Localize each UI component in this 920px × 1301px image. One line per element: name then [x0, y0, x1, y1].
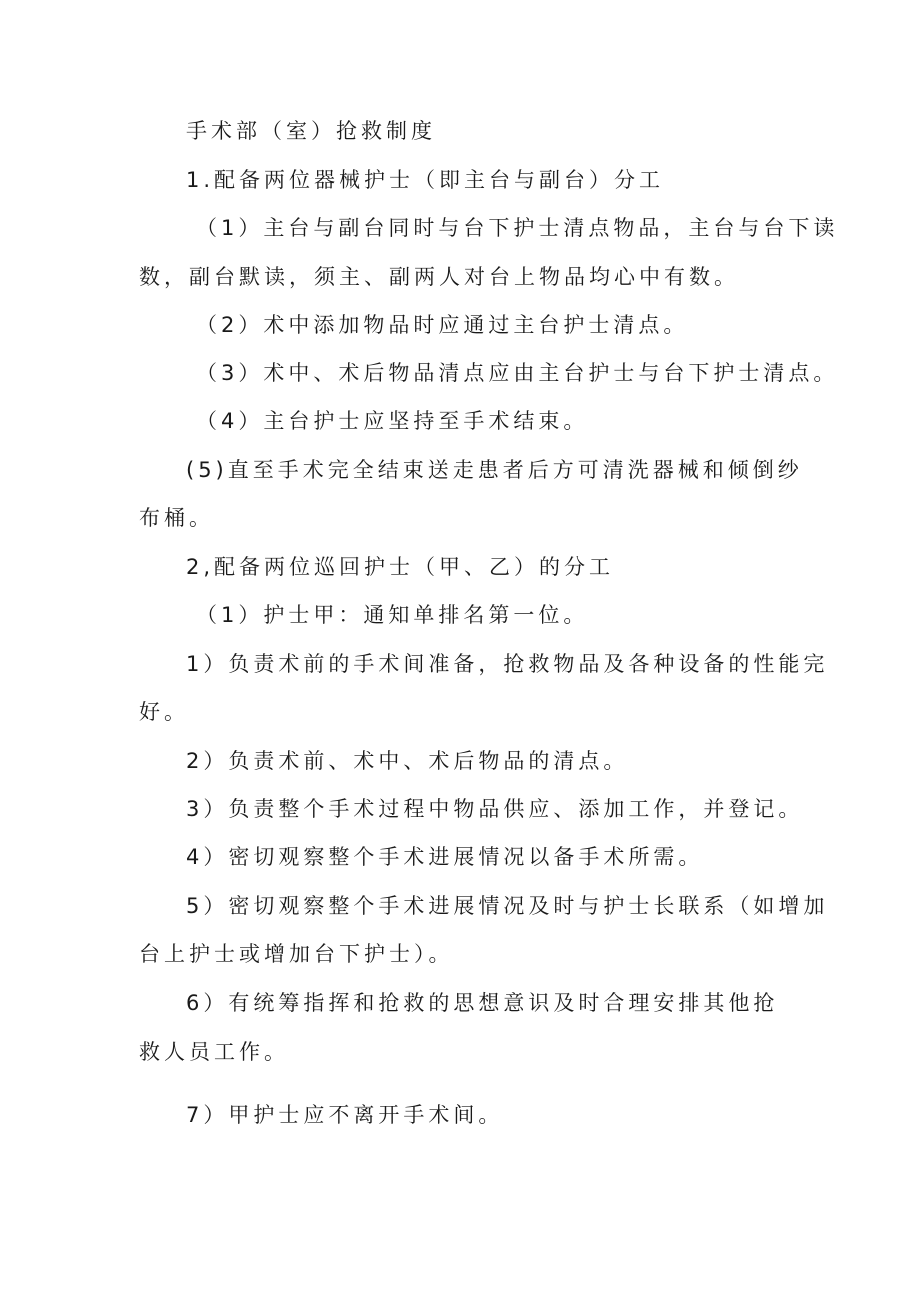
- paragraph-line: 1）负责术前的手术间准备，抢救物品及各种设备的性能完: [186, 652, 829, 676]
- paragraph-line: 台上护士或增加台下护士）。: [139, 942, 454, 966]
- paragraph-line: （3）术中、术后物品清点应由主台护士与台下护士清点。: [196, 361, 839, 385]
- paragraph-line: 7）甲护士应不离开手术间。: [186, 1103, 504, 1127]
- paragraph-line: (5)直至手术完全结束送走患者后方可清洗器械和倾倒纱: [186, 458, 803, 482]
- paragraph-line: 3）负责整个手术过程中物品供应、添加工作，并登记。: [186, 797, 804, 821]
- paragraph-line: （1）护士甲：通知单排名第一位。: [196, 603, 589, 627]
- paragraph-line: （2）术中添加物品时应通过主台护士清点。: [196, 313, 689, 337]
- paragraph-line: 4）密切观察整个手术进展情况以备手术所需。: [186, 845, 704, 869]
- document-title: 手术部（室）抢救制度: [186, 119, 436, 143]
- paragraph-line: 2）负责术前、术中、术后物品的清点。: [186, 749, 629, 773]
- paragraph-line: （1）主台与副台同时与台下护士清点物品，主台与台下读: [196, 216, 839, 240]
- paragraph-line: （4）主台护士应坚持至手术结束。: [196, 409, 589, 433]
- section-heading: 1.配备两位器械护士（即主台与副台）分工: [186, 168, 665, 192]
- paragraph-line: 救人员工作。: [139, 1040, 289, 1064]
- paragraph-line: 布桶。: [139, 506, 214, 530]
- paragraph-line: 好。: [139, 700, 189, 724]
- paragraph-line: 5）密切观察整个手术进展情况及时与护士长联系（如增加: [186, 894, 829, 918]
- section-heading: 2,配备两位巡回护士（甲、乙）的分工: [186, 555, 615, 579]
- paragraph-line: 数，副台默读，须主、副两人对台上物品均心中有数。: [139, 265, 739, 289]
- paragraph-line: 6）有统筹指挥和抢救的思想意识及时合理安排其他抢: [186, 991, 779, 1015]
